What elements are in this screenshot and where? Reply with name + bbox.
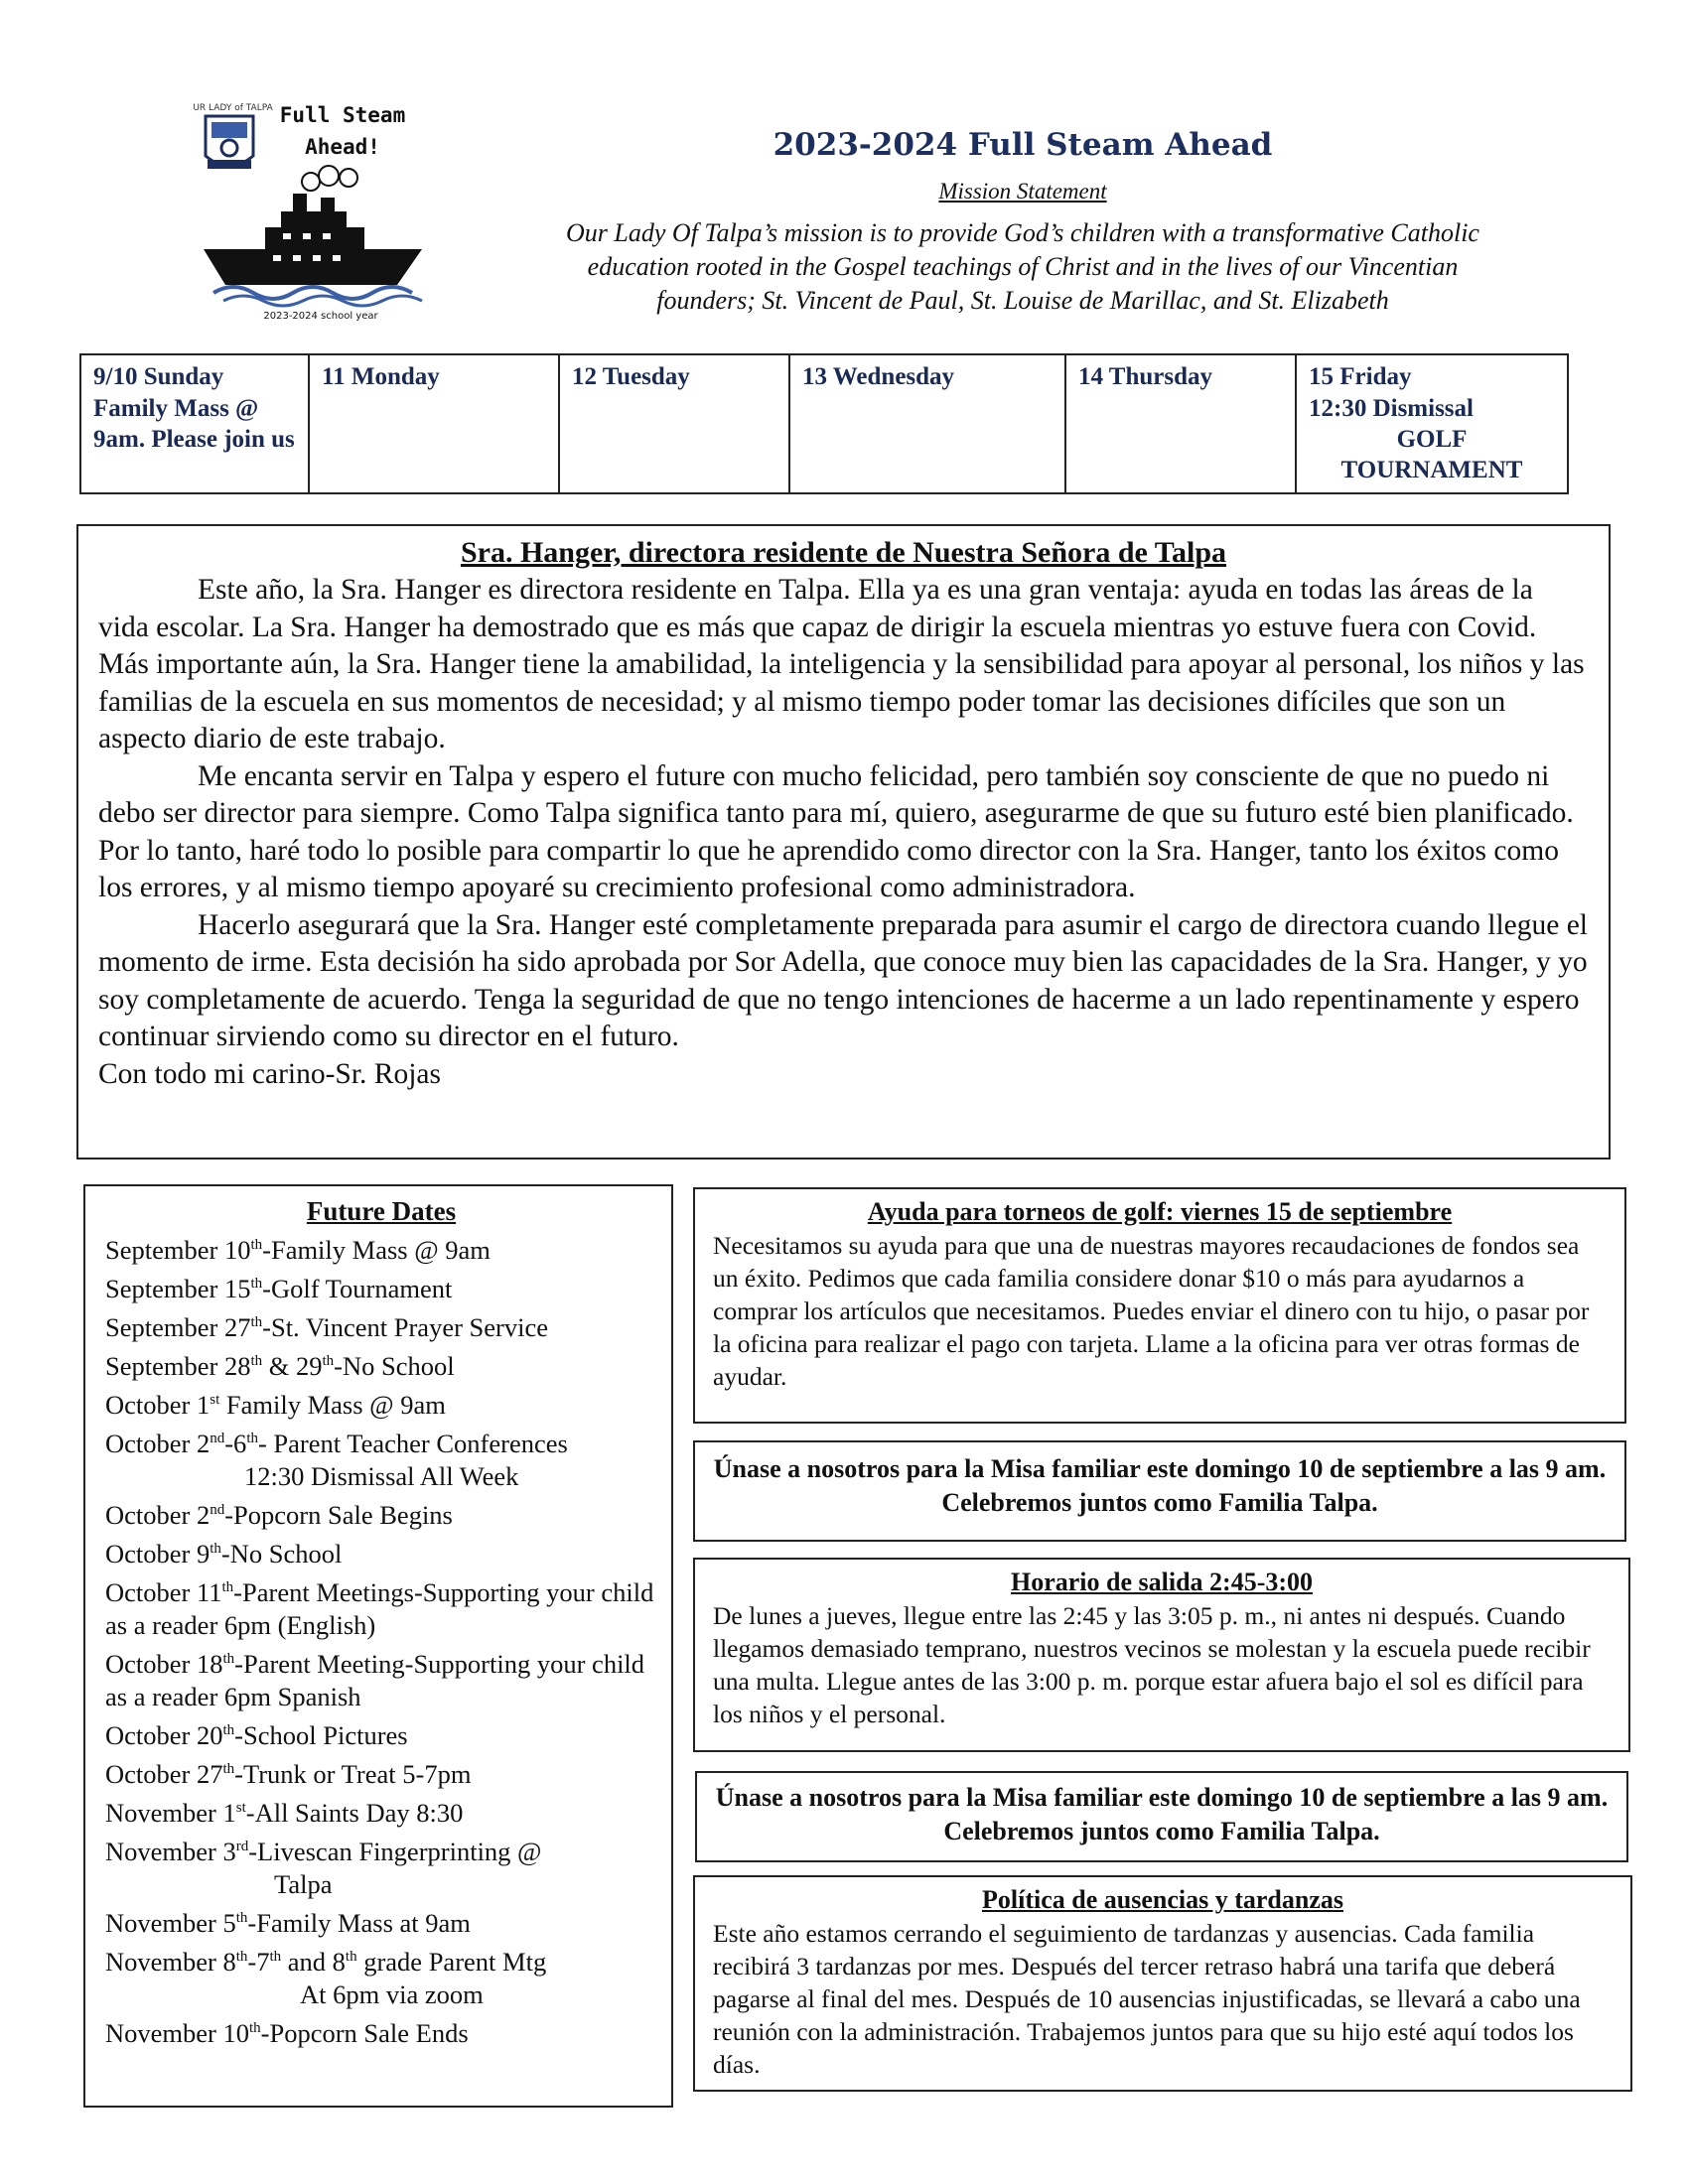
day-note: 12:30 Dismissal xyxy=(1309,395,1474,422)
list-item: October 2nd-Popcorn Sale Begins xyxy=(105,1500,453,1530)
day-label: 12 Tuesday xyxy=(572,363,690,390)
dismissal-schedule-box xyxy=(693,1558,1630,1752)
day-cell-friday xyxy=(1297,355,1567,492)
day-cell-monday xyxy=(310,355,560,492)
day-label: 9/10 Sunday xyxy=(93,363,224,390)
day-cell-thursday xyxy=(1066,355,1297,492)
mission-statement-text: Our Lady Of Talpa’s mission is to provide God’s children with a transformative Catholic education rooted in the Gospel teachings of Christ and in the lives of our Vincentian founders; St. Vincent de Paul, St. Louise de Marillac, and St. Elizabeth xyxy=(566,218,1479,315)
list-item: November 10th-Popcorn Sale Ends xyxy=(105,2018,469,2048)
dismissal-schedule-text: De lunes a jueves, llegue entre las 2:45 y las 3:05 p. m., ni antes ni después. Cuando llegamos demasiado temprano, nuestros vecinos se molestan y la escuela puede recibir una multa. Llegue antes de las 3:00 p. m. porque estar afuera bajo el sol es difícil para los niños y el personal. xyxy=(713,1601,1591,1728)
list-item: September 27th-St. Vincent Prayer Service xyxy=(105,1312,548,1342)
principal-letter xyxy=(76,524,1611,1160)
logo-year-caption: 2023-2024 school year xyxy=(263,311,378,322)
attendance-policy-title: Política de ausencias y tardanzas xyxy=(982,1885,1343,1914)
logo-our-lady-text: OUR LADY of TALPA xyxy=(194,103,273,113)
day-note-event: GOLF TOURNAMENT xyxy=(1340,426,1523,483)
future-dates-box xyxy=(83,1184,673,2108)
list-item: October 2nd-6th- Parent Teacher Conferences 12:30 Dismissal All Week xyxy=(105,1429,568,1491)
day-label: 11 Monday xyxy=(322,363,440,390)
day-cell-wednesday xyxy=(790,355,1066,492)
newsletter-title: 2023-2024 Full Steam Ahead xyxy=(773,127,1273,163)
letter-paragraph-3: Hacerlo asegurará que la Sra. Hanger esté completamente preparada para asumir el cargo de directora cuando llegue el momento de irme. Esta decisión ha sido aprobada por Sor Adella, que conoce muy bien las capacidades de la Sra. Hanger, y yo soy completamente de acuerdo. Tenga la seguridad de que no tengo intenciones de hacerme a un lado repentinamente y espero continuar sirviendo como su director en el futuro. xyxy=(98,908,1588,1052)
list-item: November 5th-Family Mass at 9am xyxy=(105,1908,471,1938)
steamship-logo-icon xyxy=(194,94,432,323)
day-label: 15 Friday xyxy=(1309,363,1412,390)
school-logo xyxy=(194,94,432,323)
logo-slogan-line1: Full Steam xyxy=(279,103,406,127)
list-item: November 1st-All Saints Day 8:30 xyxy=(105,1798,464,1828)
day-label: 13 Wednesday xyxy=(802,363,955,390)
family-mass-notice-2: Únase a nosotros para la Misa familiar este domingo 10 de septiembre a las 9 am. Celebremos juntos como Familia Talpa. xyxy=(695,1771,1628,1862)
mission-statement-label: Mission Statement xyxy=(938,179,1107,204)
letter-signoff: Con todo mi carino-Sr. Rojas xyxy=(98,1057,441,1090)
list-item: November 8th-7th and 8th grade Parent Mtg At 6pm via zoom xyxy=(105,1947,547,2009)
list-item: September 10th-Family Mass @ 9am xyxy=(105,1235,491,1265)
list-item: October 9th-No School xyxy=(105,1539,343,1569)
list-item: October 20th-School Pictures xyxy=(105,1720,408,1750)
list-item: November 3rd-Livescan Fingerprinting @ Talpa xyxy=(105,1837,542,1899)
list-item: October 1st Family Mass @ 9am xyxy=(105,1390,446,1420)
golf-help-text: Necesitamos su ayuda para que una de nuestras mayores recaudaciones de fondos sea un éxito. Pedimos que cada familia considere donar $10 o más para ayudarnos a comprar los artículos que necesitamos. Puedes enviar el dinero con tu hijo, o pasar por la oficina para realizar el pago con tarjeta. Llame a la oficina para ver otras formas de ayudar. xyxy=(713,1231,1590,1391)
week-calendar xyxy=(79,353,1569,494)
attendance-policy-box xyxy=(693,1875,1632,2092)
list-item: September 28th & 29th-No School xyxy=(105,1351,455,1381)
logo-slogan-line2: Ahead! xyxy=(305,135,380,159)
day-cell-sunday xyxy=(81,355,310,492)
day-cell-tuesday xyxy=(560,355,790,492)
golf-help-box xyxy=(693,1187,1626,1424)
golf-help-title: Ayuda para torneos de golf: viernes 15 de septiembre xyxy=(867,1197,1453,1226)
day-note: Family Mass @ 9am. Please join us xyxy=(93,395,295,453)
list-item: September 15th-Golf Tournament xyxy=(105,1274,453,1303)
letter-paragraph-1: Este año, la Sra. Hanger es directora residente en Talpa. Ella ya es una gran ventaja: ayuda en todas las áreas de la vida escolar. La Sra. Hanger ha demostrado que es más que capaz de dirigir la escuela mientras yo estuve fuera con Covid. Más importante aún, la Sra. Hanger tiene la amabilidad, la inteligencia y la sensibilidad para apoyar al personal, los niños y las familias de la escuela en sus momentos de necesidad; y al mismo tiempo poder tomar las decisiones difíciles que son un aspecto diario de este trabajo. xyxy=(98,574,1585,754)
attendance-policy-text: Este año estamos cerrando el seguimiento de tardanzas y ausencias. Cada familia recibirá 3 tardanzas por mes. Después del tercer retraso habrá una tarifa que deberá pagarse al final del mes. Después de 10 ausencias injustificadas, se llevará a cabo una reunión con la administración. Trabajemos juntos para que su hijo esté aquí todos los días. xyxy=(713,1919,1581,2079)
family-mass-notice-1: Únase a nosotros para la Misa familiar este domingo 10 de septiembre a las 9 am. Celebremos juntos como Familia Talpa. xyxy=(693,1440,1626,1542)
future-dates-title: Future Dates xyxy=(306,1196,457,1226)
dismissal-schedule-title: Horario de salida 2:45-3:00 xyxy=(1010,1568,1314,1596)
list-item: October 27th-Trunk or Treat 5-7pm xyxy=(105,1759,472,1789)
letter-title: Sra. Hanger, directora residente de Nuestra Señora de Talpa xyxy=(460,536,1227,569)
list-item: October 11th-Parent Meetings-Supporting your child as a reader 6pm (English) xyxy=(105,1577,654,1640)
list-item: October 18th-Parent Meeting-Supporting your child as a reader 6pm Spanish xyxy=(105,1649,645,1711)
letter-paragraph-2: Me encanta servir en Talpa y espero el future con mucho felicidad, pero también soy consciente de que no puedo ni debo ser director para siempre. Como Talpa significa tanto para mí, quiero, asegurarme de que su futuro esté bien planificado. Por lo tanto, haré todo lo posible para compartir lo que he aprendido como director con la Sra. Hanger, tanto los éxitos como los errores, y al mismo tiempo apoyaré su crecimiento profesional como administradora. xyxy=(98,759,1574,903)
day-label: 14 Thursday xyxy=(1078,363,1213,390)
